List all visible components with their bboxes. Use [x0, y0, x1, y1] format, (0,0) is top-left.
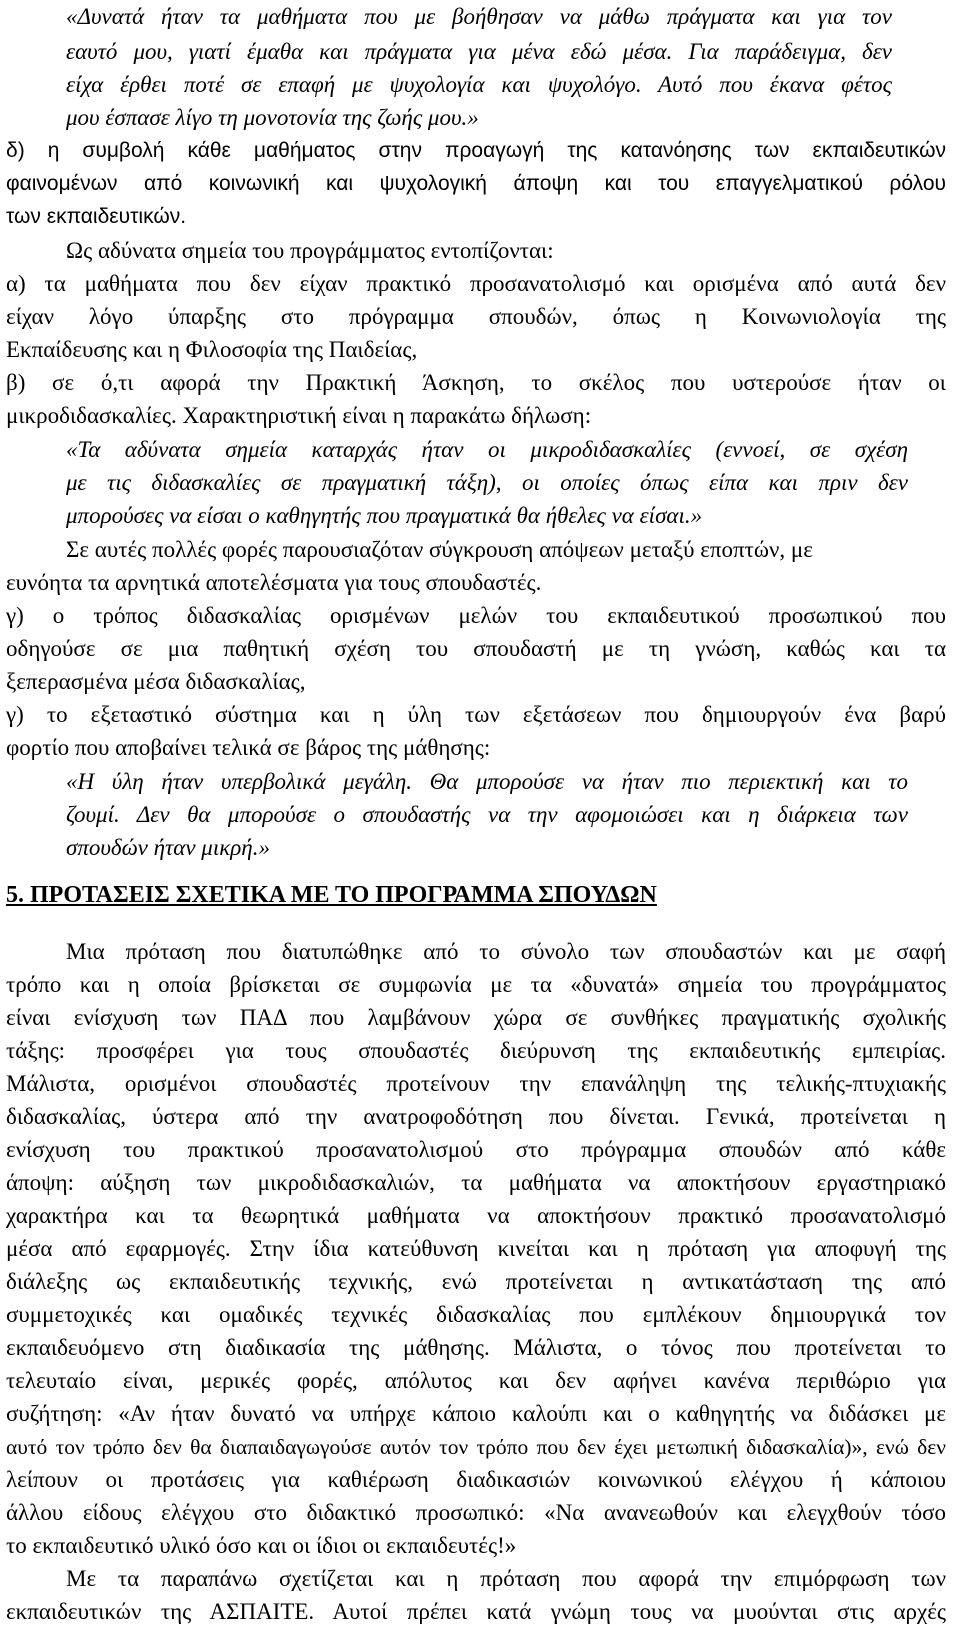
paragraph-line: Με τα παραπάνω σχετίζεται και η πρόταση που αφορά την επιμόρφωση των: [66, 1566, 946, 1591]
quote-line: ζουμί. Δεν θα μπορούσε ο σπουδαστής να την αφομοιώσει και η διάρκεια των: [66, 802, 908, 827]
paragraph-line: είναι ενίσχυση των ΠΑΔ που λαμβάνουν χώρα σε συνθήκες πραγματικής σχολικής: [6, 1005, 946, 1030]
paragraph-line: τρόπο και η οποία βρίσκεται σε συμφωνία με τα «δυνατά» σημεία του προγράμματος: [6, 972, 946, 997]
body-line: γ) ο τρόπος διδασκαλίας ορισμένων μελών του εκπαιδευτικού προσωπικού που: [6, 603, 946, 628]
paragraph-line: χαρακτήρα και τα θεωρητικά μαθήματα να αποκτήσουν πρακτικό προσανατολισμό: [6, 1203, 946, 1228]
quote-line: «Η ύλη ήταν υπερβολικά μεγάλη. Θα μπορούσε να ήταν πιο περιεκτική και το: [66, 769, 908, 794]
paragraph-line: τελευταίο είναι, μερικές φορές, απόλυτος και δεν αφήνει κανένα περιθώριο για: [6, 1368, 946, 1393]
paragraph-line: ενίσχυση του πρακτικού προσανατολισμού στο πρόγραμμα σπουδών από κάθε: [6, 1137, 946, 1162]
paragraph-line: άποψη: αύξηση των μικροδιδασκαλιών, τα μαθήματα να αποκτήσουν εργαστηριακό: [6, 1170, 946, 1195]
paragraph-line: τάξης: προσφέρει για τους σπουδαστές διεύρυνση της εκπαιδευτικής εμπειρίας.: [6, 1038, 946, 1063]
paragraph-line: λείπουν οι προτάσεις για καθιέρωση διαδικασιών κοινωνικού ελέγχου ή κάποιου: [6, 1467, 946, 1492]
body-line: μικροδιδασκαλίες. Χαρακτηριστική είναι η παρακάτω δήλωση:: [6, 403, 592, 428]
paragraph-line: διδασκαλίας, ύστερα από την ανατροφοδότηση που δίνεται. Γενικά, προτείνεται η: [6, 1104, 946, 1129]
body-line: ξεπερασμένα μέσα διδασκαλίας,: [6, 669, 306, 694]
paragraph-line: Μάλιστα, ορισμένοι σπουδαστές προτείνουν την επανάληψη της τελικής-πτυχιακής: [6, 1071, 946, 1096]
body-line: β) σε ό,τι αφορά την Πρακτική Άσκηση, το σκέλος που υστερούσε ήταν οι: [6, 370, 946, 395]
paragraph-line: εκπαιδευτικών της ΑΣΠΑΙΤΕ. Αυτοί πρέπει κατά γνώμη τους να μυούνται στις αρχές: [6, 1599, 946, 1624]
quote-line: με τις διδασκαλίες σε πραγματική τάξη), οι οποίες όπως είπα και πριν δεν: [66, 470, 908, 495]
quote-line: σπουδών ήταν μικρή.»: [66, 835, 270, 860]
paragraph-line: αυτό τον τρόπο δεν θα διαπαιδαγωγούσε αυτόν τον τρόπο που δεν έχει μετωπική διδασκαλία)», ενώ δεν: [6, 1435, 946, 1459]
section-heading: 5. ΠΡΟΤΑΣΕΙΣ ΣΧΕΤΙΚΑ ΜΕ ΤΟ ΠΡΟΓΡΑΜΜΑ ΣΠΟΥΔΩΝ: [6, 882, 657, 908]
body-line: των εκπαιδευτικών.: [6, 205, 187, 228]
quote-line: μου έσπασε λίγο τη μονοτονία της ζωής μου.»: [66, 105, 479, 130]
body-line: δ) η συμβολή κάθε μαθήματος στην προαγωγή της κατανόησης των εκπαιδευτικών: [6, 139, 946, 162]
paragraph-line: Μια πρόταση που διατυπώθηκε από το σύνολο των σπουδαστών και με σαφή: [66, 939, 946, 964]
quote-line: «Δυνατά ήταν τα μαθήματα που με βοήθησαν να μάθω πράγματα και για τον: [66, 4, 892, 29]
body-line: οδηγούσε σε μια παθητική σχέση του σπουδαστή με τη γνώση, καθώς και τα: [6, 636, 946, 661]
paragraph-line: συζήτηση: «Αν ήταν δυνατό να υπήρχε κάποιο καλούπι και ο καθηγητής να διδάσκει με: [6, 1401, 946, 1426]
paragraph-line: συμμετοχικές και ομαδικές τεχνικές διδασκαλίας που εμπλέκουν δημιουργικά τον: [6, 1302, 946, 1327]
body-line: είχαν λόγο ύπαρξης στο πρόγραμμα σπουδών, όπως η Κοινωνιολογία της: [6, 304, 946, 329]
body-line: γ) το εξεταστικό σύστημα και η ύλη των εξετάσεων που δημιουργούν ένα βαρύ: [6, 702, 946, 727]
body-line: Σε αυτές πολλές φορές παρουσιαζόταν σύγκρουση απόψεων μεταξύ εποπτών, με: [66, 537, 813, 562]
quote-line: εαυτό μου, γιατί έμαθα και πράγματα για μένα εδώ μέσα. Για παράδειγμα, δεν: [66, 39, 892, 64]
quote-line: «Τα αδύνατα σημεία καταρχάς ήταν οι μικροδιδασκαλίες (εννοεί, σε σχέση: [66, 437, 908, 462]
paragraph-line: εκπαιδευόμενο στη διαδικασία της μάθησης. Μάλιστα, ο τόνος που προτείνεται το: [6, 1335, 946, 1360]
quote-line: είχα έρθει ποτέ σε επαφή με ψυχολογία και ψυχολόγο. Αυτό που έκανα φέτος: [66, 72, 892, 97]
paragraph-line: άλλου είδους ελέγχου στο διδακτικό προσωπικό: «Να ανανεωθούν και ελεγχθούν τόσο: [6, 1500, 946, 1525]
body-line: φορτίο που αποβαίνει τελικά σε βάρος της μάθησης:: [6, 735, 491, 760]
paragraph-line: διάλεξης ως εκπαιδευτικής τεχνικής, ενώ προτείνεται η αντικατάσταση της από: [6, 1269, 946, 1294]
body-line: ευνόητα τα αρνητικά αποτελέσματα για τους σπουδαστές.: [6, 570, 542, 595]
body-line: φαινομένων από κοινωνική και ψυχολογική άποψη και του επαγγελματικού ρόλου: [6, 172, 946, 195]
paragraph-line: μέσα από εφαρμογές. Στην ίδια κατεύθυνση κινείται και η πρόταση για αποφυγή της: [6, 1236, 946, 1261]
paragraph-line: το εκπαιδευτικό υλικό όσο και οι ίδιοι οι εκπαιδευτές!»: [6, 1533, 517, 1558]
body-line: α) τα μαθήματα που δεν είχαν πρακτικό προσανατολισμό και ορισμένα από αυτά δεν: [6, 271, 946, 296]
body-line: Εκπαίδευσης και η Φιλοσοφία της Παιδείας,: [6, 337, 418, 362]
quote-line: μπορούσες να είσαι ο καθηγητής που πραγματικά θα ήθελες να είσαι.»: [66, 503, 703, 528]
body-line: Ως αδύνατα σημεία του προγράμματος εντοπίζονται:: [66, 238, 554, 263]
